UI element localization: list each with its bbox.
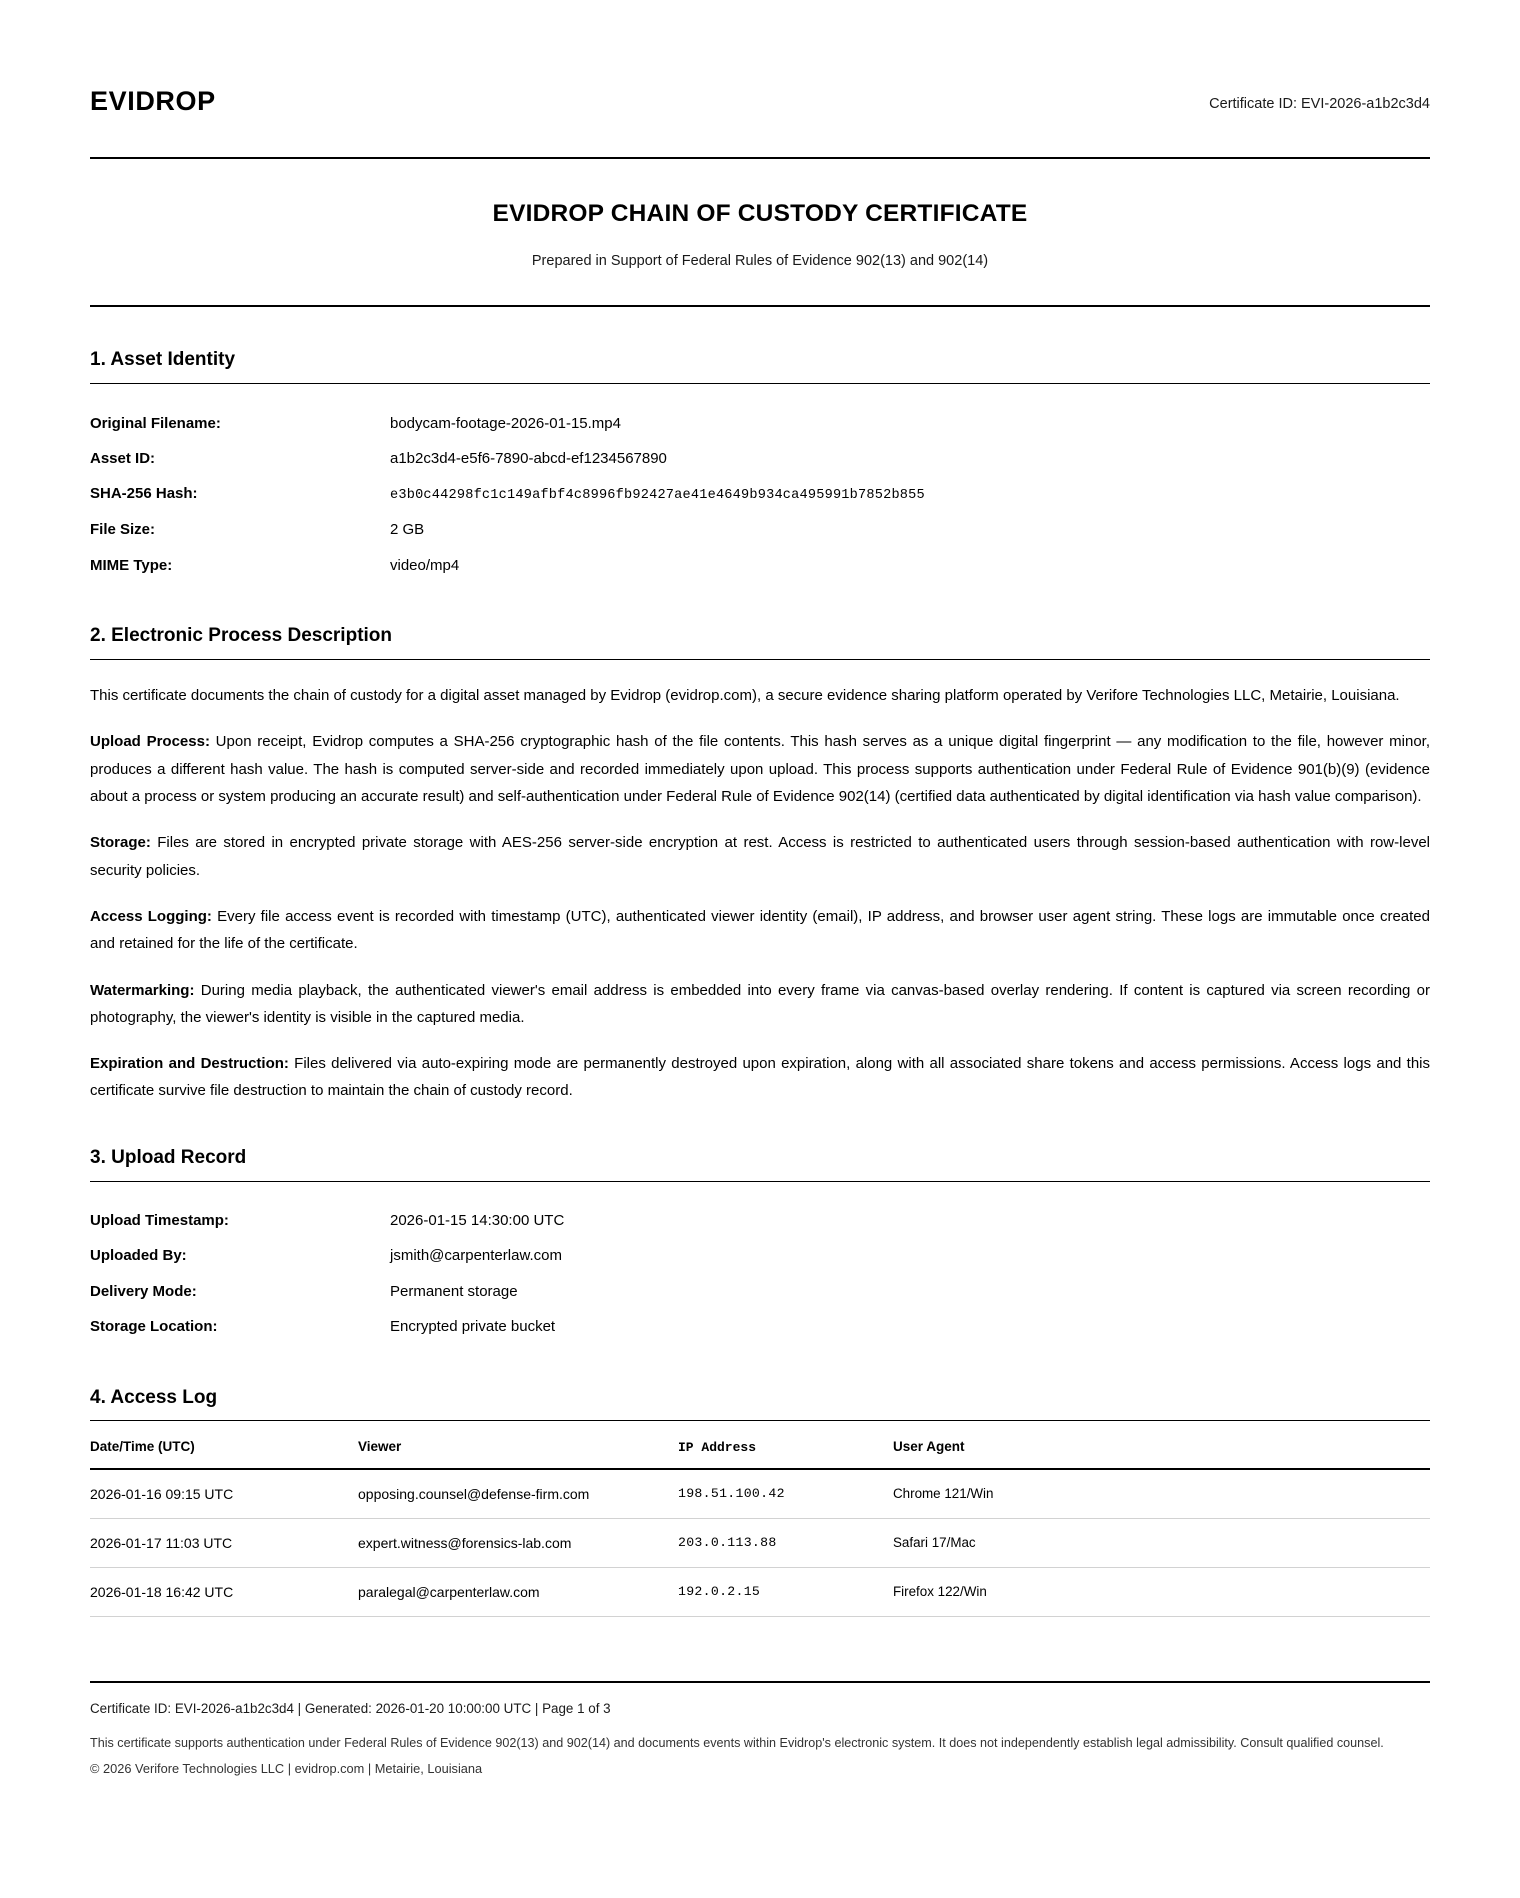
cell-datetime: 2026-01-18 16:42 UTC bbox=[90, 1567, 358, 1616]
table-row bbox=[90, 1469, 1430, 1519]
lead-in-expiration-destruction: Expiration and Destruction: bbox=[90, 1055, 289, 1073]
title-block bbox=[90, 159, 1430, 305]
column-header-ip-address: IP Address bbox=[678, 1439, 893, 1468]
section-heading-upload-record: 3. Upload Record bbox=[90, 1146, 247, 1168]
asset-label-sha256-hash: SHA-256 Hash: bbox=[90, 485, 198, 503]
asset-value-original-filename: bodycam-footage-2026-01-15.mp4 bbox=[390, 414, 621, 432]
column-header-viewer: Viewer bbox=[358, 1439, 678, 1468]
table-header-row bbox=[90, 1439, 1430, 1468]
lead-in-upload-process: Upload Process: bbox=[90, 733, 210, 751]
footer-divider bbox=[90, 1681, 1430, 1683]
footer-copyright: © 2026 Verifore Technologies LLC | evidrop.com | Metairie, Louisiana bbox=[90, 1761, 483, 1777]
lead-in-watermarking: Watermarking: bbox=[90, 981, 195, 999]
asset-value-sha256-hash: e3b0c44298fc1c149afbf4c8996fb92427ae41e4649b934ca495991b7852b855 bbox=[390, 488, 925, 504]
section-access-log bbox=[90, 1345, 1430, 1618]
footer-meta-line: Certificate ID: EVI-2026-a1b2c3d4 | Generated: 2026-01-20 10:00:00 UTC | Page 1 of 3 bbox=[90, 1701, 611, 1717]
footer-disclaimer: This certificate supports authentication under Federal Rules of Evidence 902(13) and 902(14) and documents events within Evidrop's electronic system. It does not independently establish legal admissibility. Consult qualified counsel. bbox=[90, 1735, 1384, 1750]
asset-label-file-size: File Size: bbox=[90, 521, 156, 539]
cell-user-agent: Safari 17/Mac bbox=[893, 1518, 1430, 1567]
asset-row-file-size bbox=[90, 513, 1430, 548]
section-upload-record bbox=[90, 1105, 1430, 1345]
text-storage: Files are stored in encrypted private storage with AES-256 server-side encryption at rest. Access is restricted to authenticated users through session-based authentication with row-level security policies. bbox=[90, 834, 1430, 879]
upload-label-storage-location: Storage Location: bbox=[90, 1317, 218, 1335]
upload-row-uploaded-by bbox=[90, 1239, 1430, 1274]
section-rule-asset-identity bbox=[90, 383, 1430, 384]
cell-datetime: 2026-01-17 11:03 UTC bbox=[90, 1518, 358, 1567]
column-header-datetime: Date/Time (UTC) bbox=[90, 1439, 358, 1468]
cell-ip-address: 203.0.113.88 bbox=[678, 1518, 893, 1567]
upload-label-uploaded-by: Uploaded By: bbox=[90, 1247, 187, 1265]
text-watermarking: During media playback, the authenticated viewer's email address is embedded into every frame via canvas-based overlay rendering. If content is captured via screen recording or photography, the viewer's identity is visible in the captured media. bbox=[90, 981, 1430, 1026]
process-paragraph-storage bbox=[90, 829, 1430, 884]
cell-viewer: expert.witness@forensics-lab.com bbox=[358, 1518, 678, 1567]
text-access-logging: Every file access event is recorded with timestamp (UTC), authenticated viewer identity (email), IP address, and browser user agent string. These logs are immutable once created and retained for the life of the certificate. bbox=[90, 907, 1430, 953]
upload-row-storage-location bbox=[90, 1309, 1430, 1344]
upload-value-upload-timestamp: 2026-01-15 14:30:00 UTC bbox=[390, 1212, 565, 1230]
cell-user-agent: Firefox 122/Win bbox=[893, 1567, 1430, 1616]
page-footer bbox=[90, 1681, 1430, 1779]
section-rule-process-description bbox=[90, 659, 1430, 660]
upload-label-upload-timestamp: Upload Timestamp: bbox=[90, 1212, 229, 1230]
text-upload-process: Upon receipt, Evidrop computes a SHA-256 cryptographic hash of the file contents. This hash serves as a unique digital fingerprint — any modification to the file, however minor, produces a different hash value. The hash is computed server-side and recorded immediately upon upload. This process supports authentication under Federal Rule of Evidence 901(b)(9) (evidence about a process or system producing an accurate result) and self-authentication under Federal Rule of Evidence 902(14) (certified data authenticated by digital identification via hash value comparison). bbox=[90, 733, 1430, 806]
upload-row-upload-timestamp bbox=[90, 1204, 1430, 1239]
asset-label-mime-type: MIME Type: bbox=[90, 556, 173, 574]
asset-value-asset-id: a1b2c3d4-e5f6-7890-abcd-ef1234567890 bbox=[390, 449, 667, 467]
asset-value-file-size: 2 GB bbox=[390, 521, 425, 539]
lead-in-access-logging: Access Logging: bbox=[90, 907, 212, 925]
access-log-table bbox=[90, 1439, 1430, 1617]
section-heading-process-description: 2. Electronic Process Description bbox=[90, 625, 393, 647]
asset-row-mime-type bbox=[90, 548, 1430, 583]
section-rule-upload-record bbox=[90, 1181, 1430, 1182]
document-subtitle: Prepared in Support of Federal Rules of Evidence 902(13) and 902(14) bbox=[531, 253, 989, 270]
brand-logo: EVIDROP bbox=[90, 86, 216, 116]
section-heading-access-log: 4. Access Log bbox=[90, 1386, 218, 1408]
upload-value-delivery-mode: Permanent storage bbox=[390, 1282, 518, 1300]
table-row bbox=[90, 1567, 1430, 1616]
section-asset-identity bbox=[90, 307, 1430, 583]
process-paragraph-watermarking bbox=[90, 977, 1430, 1032]
asset-row-original-filename bbox=[90, 406, 1430, 441]
upload-label-delivery-mode: Delivery Mode: bbox=[90, 1282, 197, 1300]
process-paragraph-access-logging bbox=[90, 903, 1430, 958]
asset-label-original-filename: Original Filename: bbox=[90, 414, 221, 432]
cell-ip-address: 198.51.100.42 bbox=[678, 1469, 893, 1519]
section-heading-asset-identity: 1. Asset Identity bbox=[90, 349, 236, 371]
process-paragraph-upload-process bbox=[90, 728, 1430, 810]
access-log-header bbox=[90, 1439, 1430, 1468]
cell-datetime: 2026-01-16 09:15 UTC bbox=[90, 1469, 358, 1519]
upload-row-delivery-mode bbox=[90, 1274, 1430, 1309]
document-title: EVIDROP CHAIN OF CUSTODY CERTIFICATE bbox=[492, 200, 1028, 227]
section-process-description bbox=[90, 583, 1430, 1104]
cell-viewer: paralegal@carpenterlaw.com bbox=[358, 1567, 678, 1616]
text-expiration-destruction: Files delivered via auto-expiring mode are permanently destroyed upon expiration, along with all associated share tokens and access permissions. Access logs and this certificate survive file destruction to maintain the chain of custody record. bbox=[90, 1055, 1430, 1100]
process-intro-paragraph: This certificate documents the chain of custody for a digital asset managed by Evidrop (evidrop.com), a secure evidence sharing platform operated by Verifore Technologies LLC, Metairie, Louisiana. bbox=[90, 687, 1400, 705]
upload-value-uploaded-by: jsmith@carpenterlaw.com bbox=[390, 1247, 562, 1265]
cell-viewer: opposing.counsel@defense-firm.com bbox=[358, 1469, 678, 1519]
access-log-body bbox=[90, 1469, 1430, 1617]
cell-ip-address: 192.0.2.15 bbox=[678, 1567, 893, 1616]
process-paragraph-expiration-destruction bbox=[90, 1050, 1430, 1105]
upload-value-storage-location: Encrypted private bucket bbox=[390, 1317, 556, 1335]
section-rule-access-log bbox=[90, 1420, 1430, 1421]
cell-user-agent: Chrome 121/Win bbox=[893, 1469, 1430, 1519]
certificate-id-header: Certificate ID: EVI-2026-a1b2c3d4 bbox=[1209, 96, 1430, 112]
asset-value-mime-type: video/mp4 bbox=[390, 556, 460, 574]
asset-row-asset-id bbox=[90, 441, 1430, 476]
column-header-user-agent: User Agent bbox=[893, 1439, 1430, 1468]
asset-label-asset-id: Asset ID: bbox=[90, 449, 156, 467]
masthead bbox=[90, 88, 1430, 157]
lead-in-storage: Storage: bbox=[90, 834, 151, 852]
asset-row-sha256-hash bbox=[90, 477, 1430, 513]
table-row bbox=[90, 1518, 1430, 1567]
